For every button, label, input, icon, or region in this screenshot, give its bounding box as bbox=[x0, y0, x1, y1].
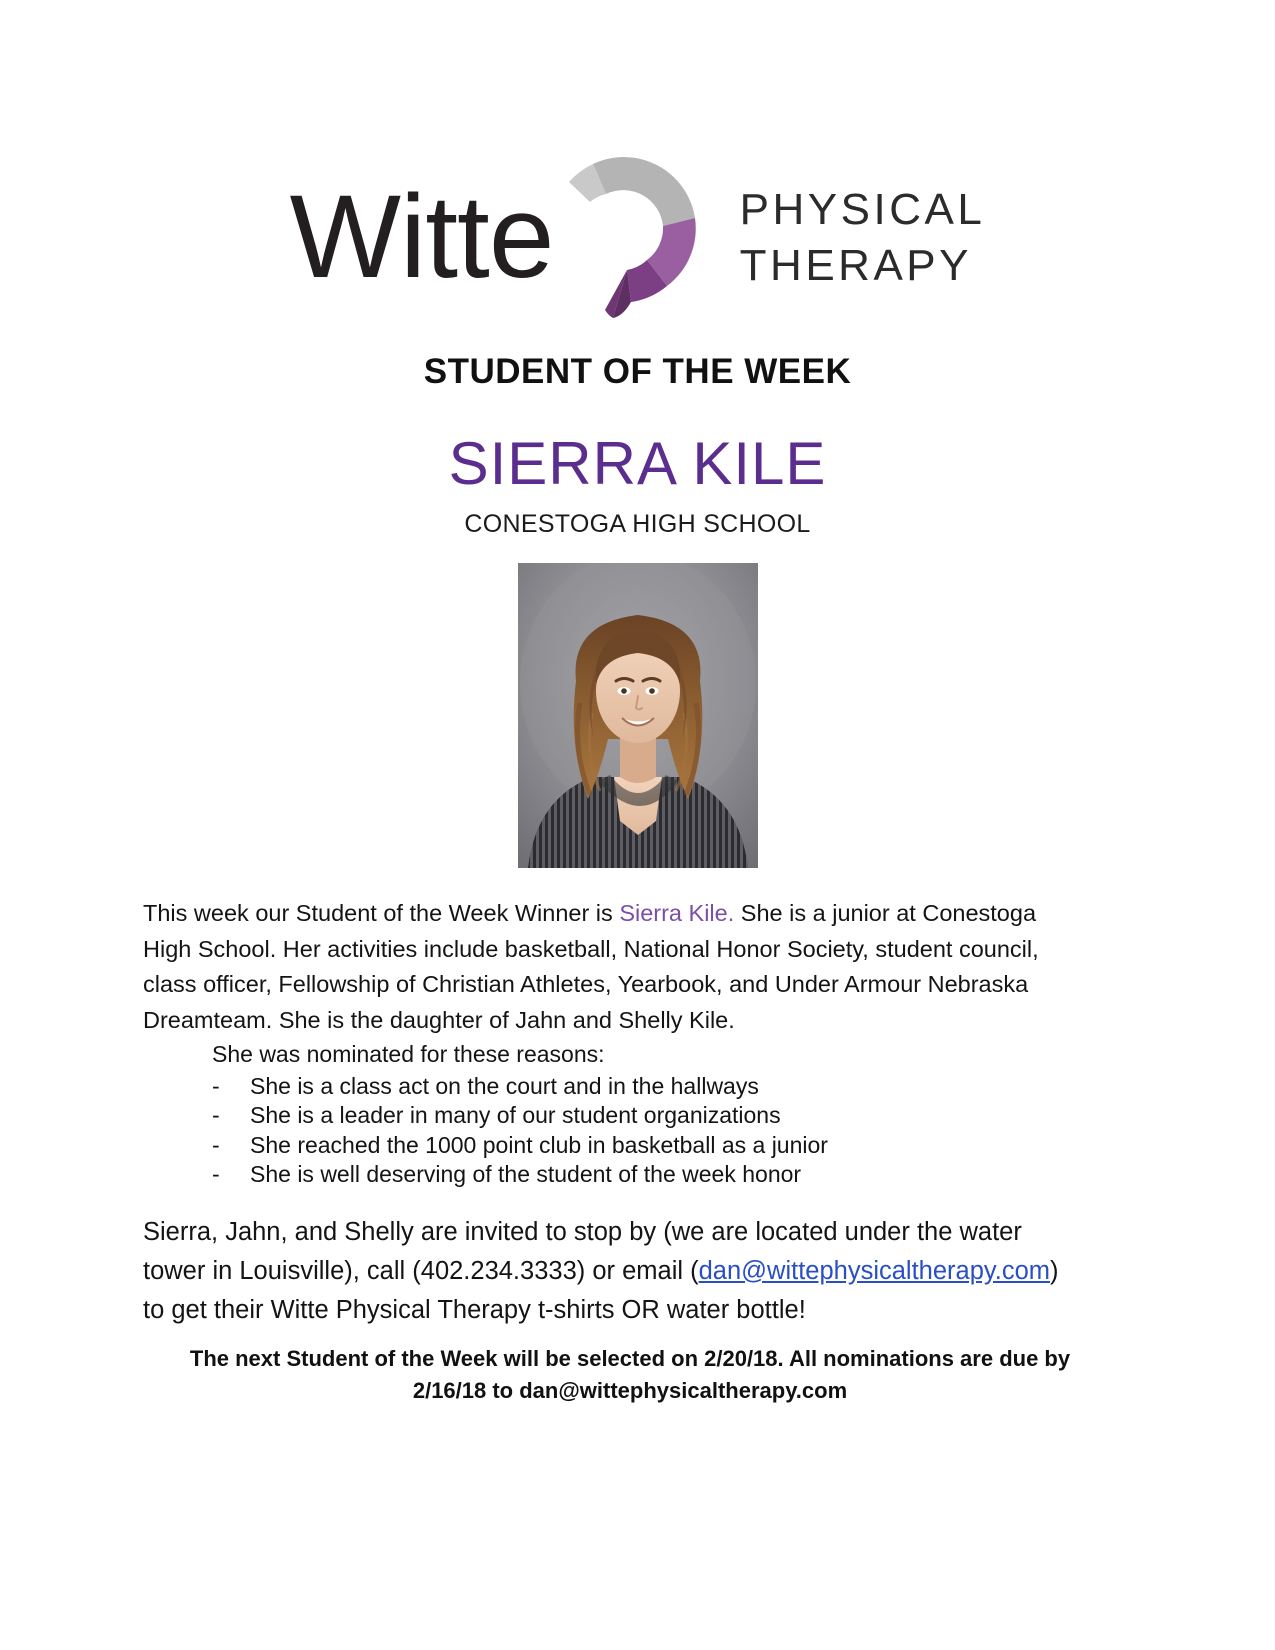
list-item bbox=[212, 1160, 1072, 1189]
logo-swirl-icon bbox=[535, 140, 725, 330]
reason-text: She is a leader in many of our student organizations bbox=[250, 1102, 781, 1129]
dash-bullet: - bbox=[212, 1073, 220, 1100]
reason-text: She is well deserving of the student of the week honor bbox=[250, 1160, 802, 1187]
award-title: STUDENT OF THE WEEK bbox=[423, 352, 852, 391]
witte-logo bbox=[0, 140, 1275, 330]
logo-company-text bbox=[736, 176, 986, 295]
invite-text-after: ) to get their Witte Physical Therapy t-shirts OR water bottle! bbox=[143, 1256, 1059, 1324]
student-name-heading: SIERRA KILE bbox=[448, 430, 827, 497]
student-portrait-photo bbox=[518, 563, 758, 868]
school-name: CONESTOGA HIGH SCHOOL bbox=[464, 510, 811, 538]
reason-text: She is a class act on the court and in the hallways bbox=[250, 1073, 759, 1100]
intro-text-before: This week our Student of the Week Winner is bbox=[143, 900, 620, 926]
intro-paragraph bbox=[143, 896, 1073, 1039]
reason-text: She reached the 1000 point club in basketball as a junior bbox=[250, 1131, 828, 1158]
reasons-title: She was nominated for these reasons: bbox=[212, 1041, 605, 1067]
logo-line-physical: PHYSICAL bbox=[739, 184, 986, 234]
footer-line-1: The next Student of the Week will be selected on 2/20/18. All nominations are due by bbox=[189, 1346, 1071, 1371]
logo-line-therapy: THERAPY bbox=[739, 241, 972, 290]
portrait-illustration bbox=[518, 563, 758, 868]
email-link[interactable]: dan@wittephysicaltherapy.com bbox=[698, 1256, 1051, 1285]
dash-bullet: - bbox=[212, 1160, 220, 1187]
list-item bbox=[212, 1072, 1072, 1101]
dash-bullet: - bbox=[212, 1102, 220, 1129]
dash-bullet: - bbox=[212, 1131, 220, 1158]
invite-text-before: Sierra, Jahn, and Shelly are invited to stop by (we are located under the water tower in Louisville), call (402.234.3333) or email ( bbox=[143, 1218, 1022, 1285]
footer-note bbox=[150, 1343, 1110, 1407]
intro-text-after: She is a junior at Conestoga High School. Her activities include basketball, National Honor Society, student council, class officer, Fellowship of Christian Athletes, Yearbook, and Under Armour Nebraska Dreamteam. She is the daughter of Jahn and Shelly Kile. bbox=[143, 900, 1039, 1034]
logo-inner bbox=[290, 140, 986, 330]
logo-mark bbox=[290, 140, 710, 330]
list-item bbox=[212, 1131, 1072, 1160]
footer-line-2: 2/16/18 to dan@wittephysicaltherapy.com bbox=[412, 1377, 848, 1403]
list-item bbox=[212, 1101, 1072, 1130]
invitation-paragraph bbox=[143, 1213, 1078, 1329]
nomination-reasons bbox=[212, 1040, 1072, 1189]
intro-student-name: Sierra Kile. bbox=[619, 900, 735, 926]
student-photo-wrapper bbox=[0, 563, 1275, 868]
logo-wordmark-text: Witte bbox=[289, 171, 554, 303]
